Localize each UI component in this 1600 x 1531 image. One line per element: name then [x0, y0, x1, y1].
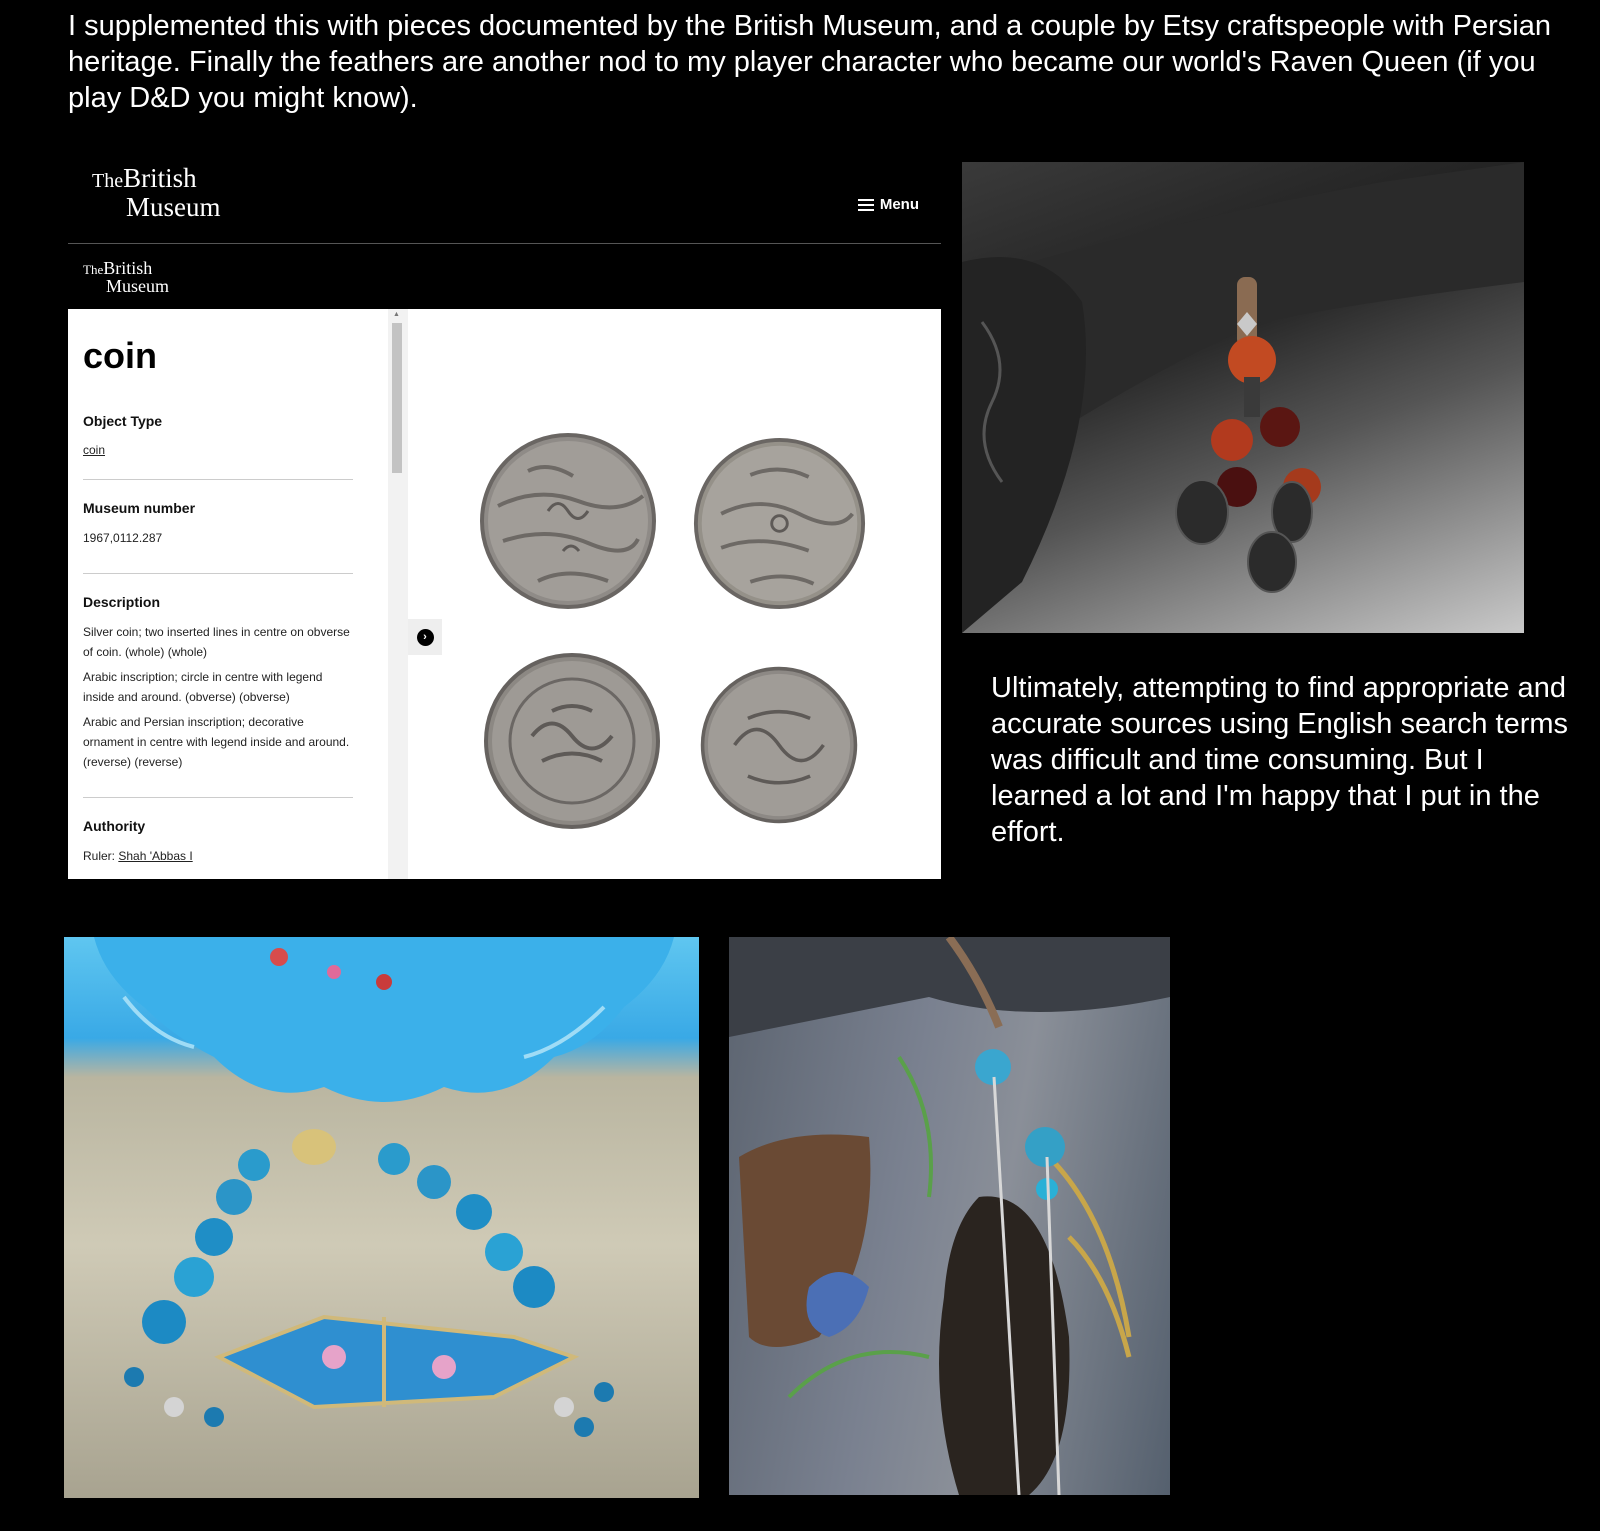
- museum-logo-small[interactable]: [83, 260, 169, 294]
- logo-small-the: The: [83, 262, 104, 277]
- museum-number-label: Museum number: [83, 500, 196, 516]
- object-panel: [68, 309, 941, 879]
- photo-coin-charm: [962, 162, 1524, 633]
- coin-image-4[interactable]: [699, 665, 859, 825]
- object-details[interactable]: [68, 309, 388, 879]
- authority-field: [83, 818, 353, 879]
- feather-charm-illustration: [729, 937, 1170, 1495]
- object-type-field: [83, 413, 353, 480]
- details-scrollbar[interactable]: [388, 309, 408, 879]
- menu-button[interactable]: [858, 196, 919, 213]
- coin-charm-illustration: [962, 162, 1524, 633]
- chevron-right-icon: ›: [417, 629, 434, 646]
- coin-image-3[interactable]: [482, 651, 662, 831]
- coin-image-1[interactable]: [478, 431, 658, 611]
- next-image-button[interactable]: [408, 619, 442, 655]
- british-museum-screenshot: [68, 150, 941, 879]
- menu-label: Menu: [879, 196, 919, 213]
- description-field: [83, 594, 353, 798]
- object-title: coin: [83, 335, 158, 376]
- description-line-1: Silver coin; two inserted lines in centre on obverse of coin. (whole) (whole): [83, 625, 350, 659]
- authority-label: Authority: [83, 818, 146, 834]
- scroll-up-icon[interactable]: ▲: [393, 311, 400, 318]
- logo-small-museum: Museum: [106, 276, 169, 296]
- museum-number-field: [83, 500, 353, 574]
- intro-text: I supplemented this with pieces documented by the British Museum, and a couple by Etsy craftspeople with Persian heritage. Finally the feathers are another nod to my player character who became our world's Raven Queen (if you play D&D you might know).: [68, 10, 1552, 114]
- coin-image-2[interactable]: [692, 436, 867, 611]
- photo-turquoise-bracelet: [64, 937, 699, 1498]
- museum-header: [68, 150, 941, 244]
- photo-feather-charm: [729, 937, 1170, 1495]
- scrollbar-thumb[interactable]: [392, 323, 402, 473]
- logo-small-british: British: [103, 258, 153, 278]
- museum-number-value: 1967,0112.287: [83, 531, 163, 545]
- outro-text: Ultimately, attempting to find appropriate and accurate sources using English search terms was difficult and time consuming. But I learned a lot and I'm happy that I put in the effort.: [991, 672, 1569, 848]
- hamburger-icon: [858, 199, 874, 211]
- authority-link[interactable]: Shah 'Abbas I: [118, 849, 193, 863]
- description-line-2: Arabic inscription; circle in centre with legend inside and around. (obverse) (obverse): [83, 670, 323, 704]
- logo-the: The: [92, 170, 124, 192]
- authority-prefix: Ruler:: [83, 849, 119, 863]
- authority-value-row: [83, 846, 353, 866]
- description-line-3: Arabic and Persian inscription; decorative ornament in centre with legend inside and around. (reverse) (reverse): [83, 715, 350, 769]
- logo-museum: Museum: [126, 192, 221, 222]
- logo-british: British: [123, 163, 197, 193]
- object-type-label: Object Type: [83, 413, 163, 429]
- image-viewer[interactable]: [408, 309, 941, 879]
- description-label: Description: [83, 594, 161, 610]
- object-type-link[interactable]: coin: [83, 443, 106, 457]
- bracelet-illustration: [64, 937, 699, 1498]
- museum-logo[interactable]: [92, 163, 221, 222]
